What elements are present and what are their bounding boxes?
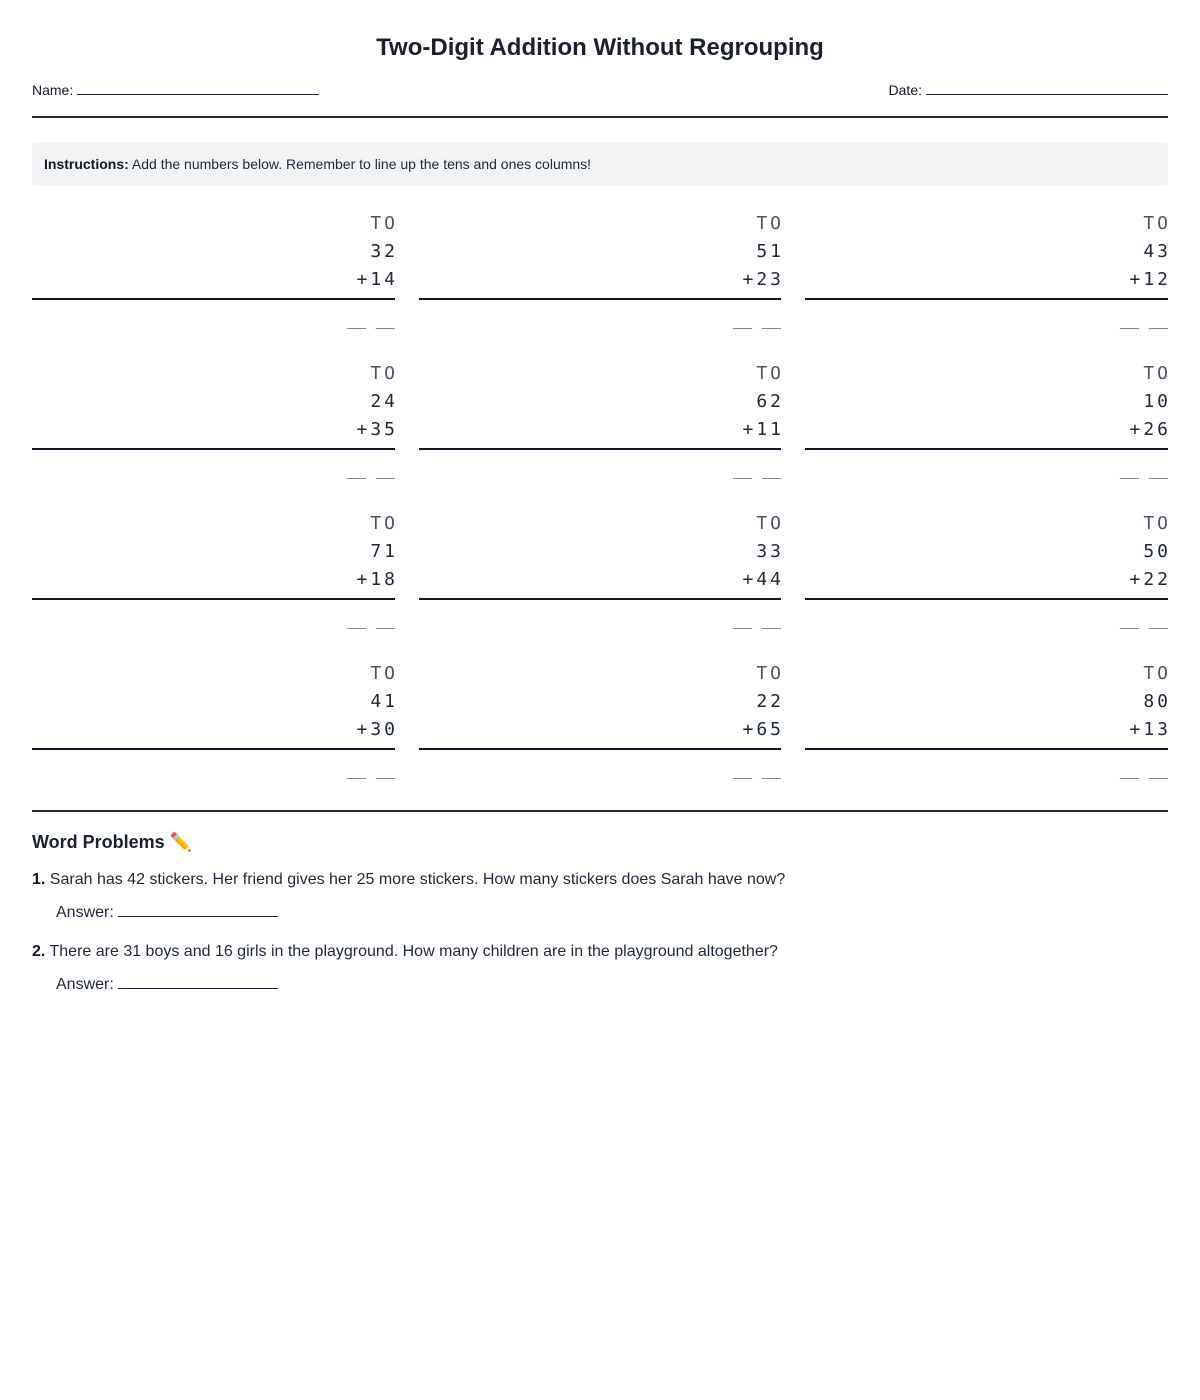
answer-blank[interactable]: __ __ (732, 610, 781, 629)
addend-top: 43 (1143, 241, 1171, 262)
section-divider (32, 810, 1168, 812)
answer-blank[interactable]: __ __ (346, 310, 395, 329)
sum-rule (419, 298, 781, 300)
answer-label: Answer: (56, 976, 114, 993)
addition-problem (32, 660, 398, 779)
addend-bottom: +11 (742, 419, 784, 440)
addition-problem (419, 360, 784, 479)
header-divider (32, 116, 1168, 118)
addend-bottom: +14 (356, 269, 398, 290)
addend-bottom: +18 (356, 569, 398, 590)
sum-rule (32, 448, 395, 450)
word-problem-text: Sarah has 42 stickers. Her friend gives her 25 more stickers. How many stickers does Sarah have now? (49, 871, 786, 888)
addition-problem (32, 360, 398, 479)
addend-bottom: +12 (1129, 269, 1171, 290)
addend-top: 62 (756, 391, 784, 412)
name-label: Name: (32, 82, 74, 98)
addend-top: 50 (1143, 541, 1171, 562)
addend-top: 80 (1143, 691, 1171, 712)
sum-rule (32, 598, 395, 600)
addition-problem (419, 660, 784, 779)
answer-blank[interactable]: __ __ (346, 460, 395, 479)
addend-bottom: +23 (742, 269, 784, 290)
addend-bottom: +13 (1129, 719, 1171, 740)
column-heading: TO (370, 363, 398, 384)
answer-blank[interactable]: __ __ (1119, 310, 1168, 329)
instructions-box (32, 142, 1168, 186)
answer-blank[interactable]: __ __ (1119, 460, 1168, 479)
name-input-line[interactable] (77, 80, 319, 95)
word-problem-2-answer (56, 972, 278, 997)
addend-top: 10 (1143, 391, 1171, 412)
addition-problem (805, 210, 1171, 329)
date-label: Date: (888, 82, 922, 98)
addend-top: 71 (370, 541, 398, 562)
word-problem-number: 1. (32, 871, 46, 888)
addition-problem (805, 660, 1171, 779)
addend-bottom: +22 (1129, 569, 1171, 590)
addend-bottom: +30 (356, 719, 398, 740)
date-input-line[interactable] (926, 80, 1168, 95)
column-heading: TO (756, 213, 784, 234)
column-heading: TO (1143, 213, 1171, 234)
addend-bottom: +26 (1129, 419, 1171, 440)
addend-top: 41 (370, 691, 398, 712)
word-problem-1 (32, 868, 785, 892)
sum-rule (419, 448, 781, 450)
addend-bottom: +65 (742, 719, 784, 740)
addend-top: 22 (756, 691, 784, 712)
column-heading: TO (756, 363, 784, 384)
column-heading: TO (1143, 663, 1171, 684)
sum-rule (805, 598, 1168, 600)
column-heading: TO (370, 213, 398, 234)
date-field (889, 80, 1168, 100)
answer-label: Answer: (56, 904, 114, 921)
sum-rule (419, 748, 781, 750)
sum-rule (32, 748, 395, 750)
instructions-label: Instructions: (44, 156, 129, 172)
answer-input-line[interactable] (118, 972, 278, 989)
addition-problem (805, 510, 1171, 629)
problem-grid (32, 210, 1171, 779)
answer-blank[interactable]: __ __ (346, 610, 395, 629)
answer-blank[interactable]: __ __ (1119, 760, 1168, 779)
page-title: Two-Digit Addition Without Regrouping (376, 34, 824, 61)
answer-blank[interactable]: __ __ (732, 460, 781, 479)
column-heading: TO (756, 663, 784, 684)
word-problem-number: 2. (32, 943, 46, 960)
addend-top: 24 (370, 391, 398, 412)
addend-top: 51 (756, 241, 784, 262)
addition-problem (32, 210, 398, 329)
addition-problem (419, 210, 784, 329)
name-field (32, 80, 319, 100)
sum-rule (805, 748, 1168, 750)
answer-blank[interactable]: __ __ (346, 760, 395, 779)
sum-rule (32, 298, 395, 300)
header-row (32, 80, 1168, 100)
addend-top: 32 (370, 241, 398, 262)
sum-rule (805, 298, 1168, 300)
word-problem-2 (32, 940, 778, 964)
answer-blank[interactable]: __ __ (732, 310, 781, 329)
addend-bottom: +44 (742, 569, 784, 590)
addend-bottom: +35 (356, 419, 398, 440)
word-problems-title: Word Problems ✏️ (32, 832, 193, 852)
column-heading: TO (1143, 363, 1171, 384)
column-heading: TO (756, 513, 784, 534)
answer-blank[interactable]: __ __ (732, 760, 781, 779)
column-heading: TO (1143, 513, 1171, 534)
word-problem-text: There are 31 boys and 16 girls in the playground. How many children are in the playground altogether? (49, 943, 778, 960)
sum-rule (419, 598, 781, 600)
addition-problem (805, 360, 1171, 479)
column-heading: TO (370, 663, 398, 684)
answer-blank[interactable]: __ __ (1119, 610, 1168, 629)
addition-problem (32, 510, 398, 629)
addition-problem (419, 510, 784, 629)
addend-top: 33 (756, 541, 784, 562)
instructions-text: Add the numbers below. Remember to line up the tens and ones columns! (131, 156, 592, 172)
word-problem-1-answer (56, 900, 278, 925)
answer-input-line[interactable] (118, 900, 278, 917)
column-heading: TO (370, 513, 398, 534)
sum-rule (805, 448, 1168, 450)
